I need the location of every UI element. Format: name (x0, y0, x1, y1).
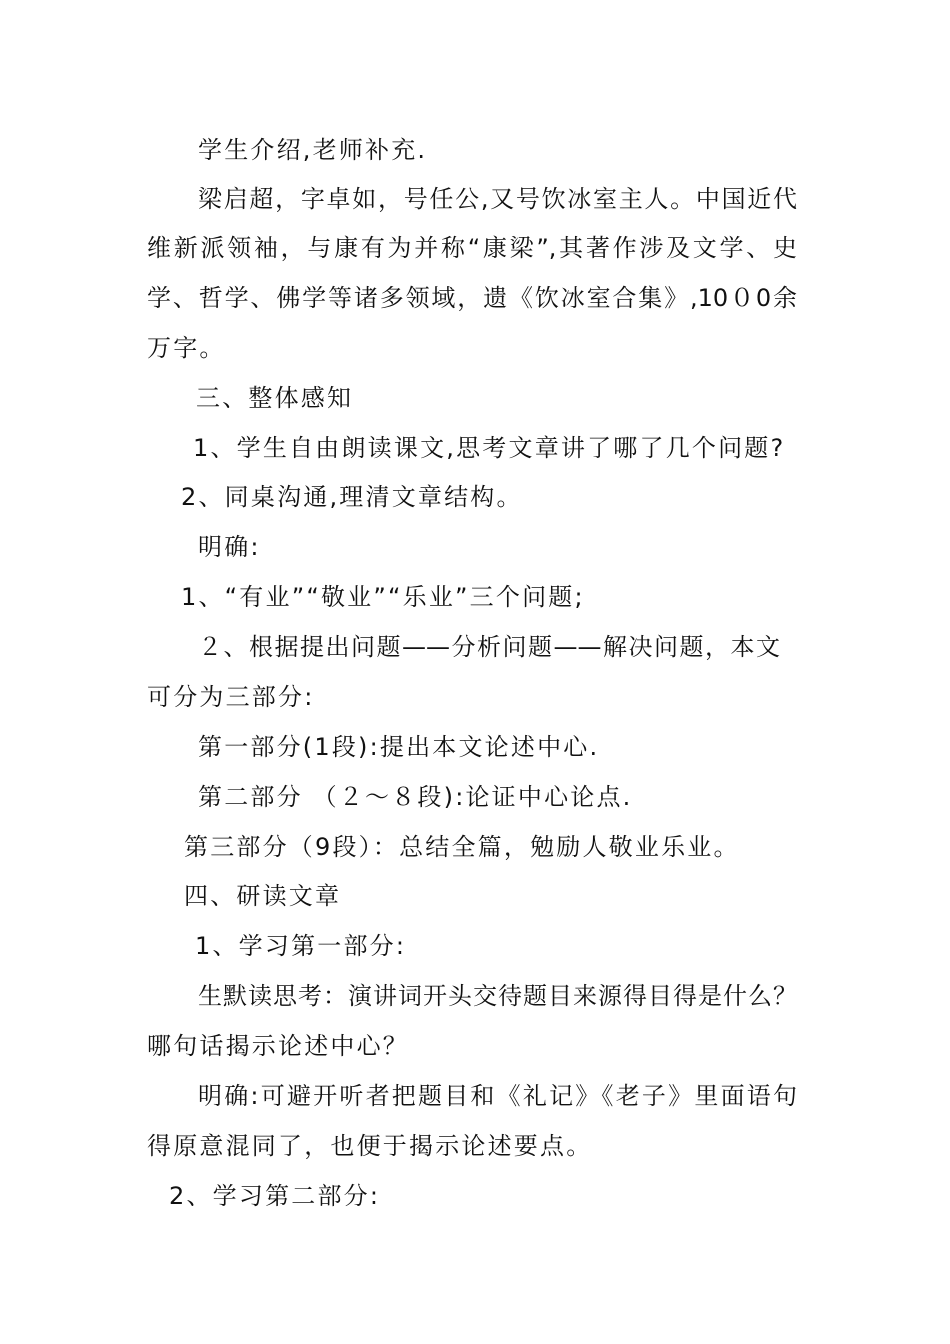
list-item-study-part-two: 2、学习第二部分: (169, 1182, 381, 1210)
list-item-discuss: 2、同桌沟通,理清文章结构。 (181, 483, 523, 511)
paragraph-liang-line-4: 万字。 (147, 334, 226, 362)
text-line-intro: 学生介绍,老师补充. (198, 136, 428, 164)
section-heading-overall: 三、整体感知 (196, 384, 354, 412)
text-line-clarify: 明确: (198, 533, 261, 561)
paragraph-liang-line-2: 维新派领袖，与康有为并称“康梁”,其著作涉及文学、史 (147, 234, 797, 262)
text-line-part-three: 第三部分（9段）：总结全篇，勉励人敬业乐业。 (184, 833, 740, 861)
list-item-study-part-one: 1、学习第一部分: (195, 932, 407, 960)
paragraph-liang-line-3: 学、哲学、佛学等诸多领域，遗《饮冰室合集》,10０0余 (147, 284, 797, 312)
question-line-1: 生默读思考：演讲词开头交待题目来源得目得是什么？ (198, 982, 797, 1010)
list-item-structure-line-2: 可分为三部分: (147, 683, 315, 711)
text-line-part-two: 第二部分 （２～８段):论证中心论点. (198, 783, 633, 811)
paragraph-liang-line-1: 梁启超，字卓如，号任公,又号饮冰室主人。中国近代 (198, 185, 797, 213)
answer-line-1: 明确:可避开听者把题目和《礼记》《老子》里面语句 (198, 1082, 797, 1110)
list-item-read: 1、学生自由朗读课文,思考文章讲了哪了几个问题? (193, 434, 786, 462)
section-heading-study: 四、研读文章 (184, 882, 342, 910)
text-line-part-one: 第一部分(1段):提出本文论述中心. (198, 733, 600, 761)
list-item-structure-line-1: ２、根据提出问题——分析问题——解决问题，本文 (198, 633, 780, 661)
answer-line-2: 得原意混同了，也便于揭示论述要点。 (147, 1132, 593, 1160)
question-line-2: 哪句话揭示论述中心？ (147, 1032, 409, 1060)
list-item-three-questions: 1、“有业”“敬业”“乐业”三个问题; (181, 583, 585, 611)
